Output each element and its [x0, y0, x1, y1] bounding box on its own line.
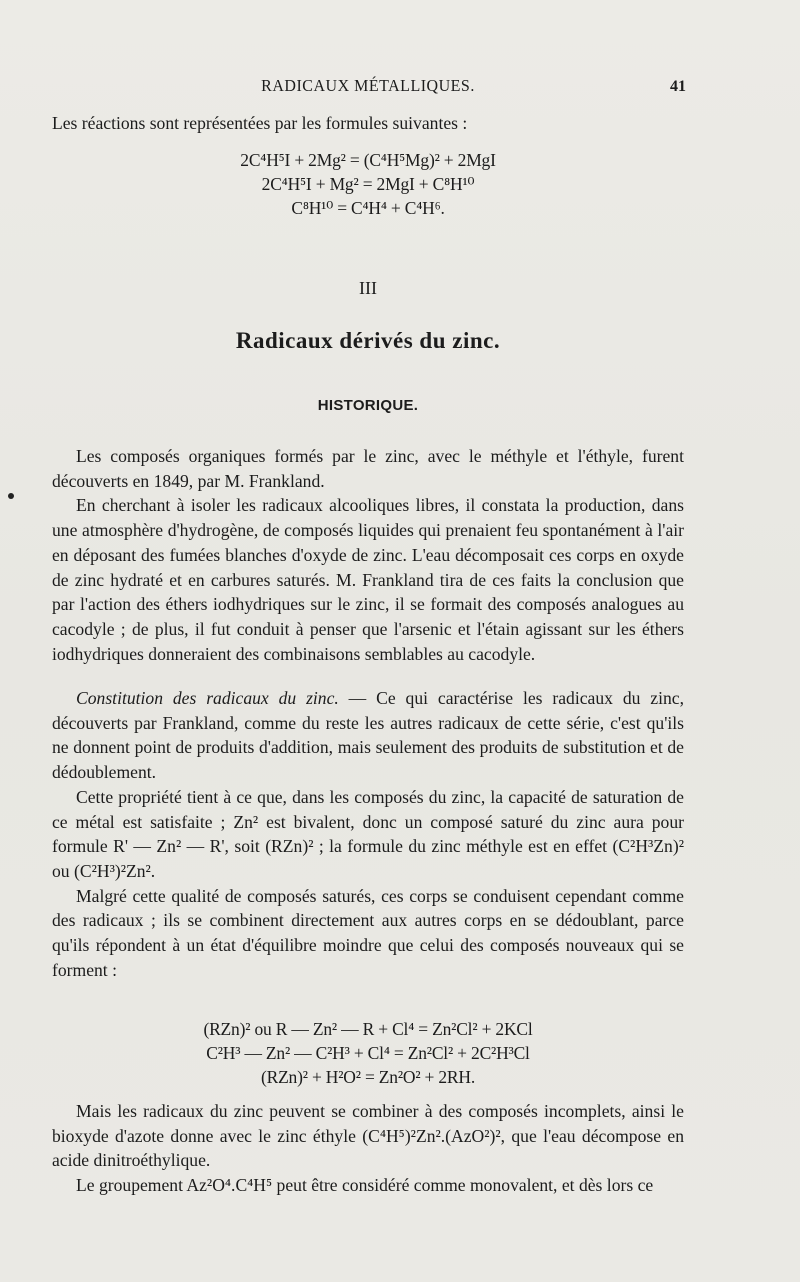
section-heading [52, 0, 684, 420]
formula-line: C²H³ — Zn² — C²H³ + Cl⁴ = Zn²Cl² + 2C²H³Cl [206, 1043, 530, 1063]
formula-line: C⁸H¹⁰ = C⁴H⁴ + C⁴H⁶. [291, 198, 445, 218]
paragraph-saturation: Cette propriété tient à ce que, dans les composés du zinc, la capacité de saturation de ce métal est satisfaite ; Zn² est bivalent, donc un composé saturé du zinc aura pour formule R' — Zn² — R', soit (RZn)² ; la formule du zinc méthyle est en effet (C²H³Zn)² ou (C²H³)²Zn². [52, 786, 684, 881]
paragraph-reactivity: Malgré cette qualité de composés saturés, ces corps se conduisent cependant comme des radicaux ; ils se combinent directement aux autres corps en se dédoublant, parce qu'ils répondent à un état d'équilibre moindre que celui des composés nouveaux qui se forment : [52, 885, 684, 980]
intro-paragraph: Les réactions sont représentées par les formules suivantes : [52, 113, 468, 133]
formula-line: 2C⁴H⁵I + Mg² = 2MgI + C⁸H¹⁰ [261, 174, 475, 194]
paragraph-discovery: Les composés organiques formés par le zinc, avec le méthyle et l'éthyle, furent découverts en 1849, par M. Frankland. [52, 446, 684, 491]
running-title: RADICAUX MÉTALLIQUES. [261, 77, 475, 96]
page-number: 41 [670, 78, 686, 95]
paragraph-constitution [52, 686, 684, 785]
margin-mark [8, 493, 14, 499]
formula-line: (RZn)² + H²O² = Zn²O² + 2RH. [260, 1067, 476, 1087]
formula-block-bottom [52, 1017, 684, 1089]
paragraph-constitution-body: — Ce qui caractérise les radicaux du zinc, découverts par Frankland, comme du reste les autres radicaux de cette série, c'est qu'ils ne donnent point de produits d'addition, mais seulement des produits de substitution et de dédoublement. [52, 688, 684, 783]
body-text-2 [52, 686, 684, 982]
paragraph-experiment: En cherchant à isoler les radicaux alcooliques libres, il constata la production, dans une atmosphère d'hydrogène, de composés liquides qui prenaient feu spontanément à l'air en déposant des fumées blanches d'oxyde de zinc. L'eau décomposait ces corps en oxyde de zinc hydraté et en carbures saturés. M. Frankland tira de ces faits la conclusion que par l'action des éthers iodhydriques sur le zinc, il se formait des composés analogues au cacodyle ; de plus, il fut conduit à penser que l'arsenic et l'étain agissant sur les éthers iodhydriques donneraient des combinaisons semblables au cacodyle. [52, 495, 684, 664]
section-title: Radicaux dérivés du zinc. [235, 328, 501, 353]
paragraph-lead: Constitution des radicaux du zinc. [76, 688, 339, 708]
body-text-3 [52, 1099, 684, 1198]
section-subheading: HISTORIQUE. [317, 397, 419, 414]
formula-line: (RZn)² ou R — Zn² — R + Cl⁴ = Zn²Cl² + 2KCl [203, 1019, 533, 1039]
paragraph-nitro: Mais les radicaux du zinc peuvent se combiner à des composés incomplets, ainsi le bioxyde d'azote donne avec le zinc éthyle (C⁴H⁵)²Zn².(AzO²)², que l'eau décompose en acide dinitroéthylique. [52, 1101, 684, 1171]
formula-line: 2C⁴H⁵I + 2Mg² = (C⁴H⁵Mg)² + 2MgI [240, 150, 496, 170]
body-text-1 [52, 444, 684, 666]
paragraph-grouping: Le groupement Az²O⁴.C⁴H⁵ peut être considéré comme monovalent, et dès lors ce [76, 1175, 654, 1196]
section-number: III [359, 278, 377, 298]
